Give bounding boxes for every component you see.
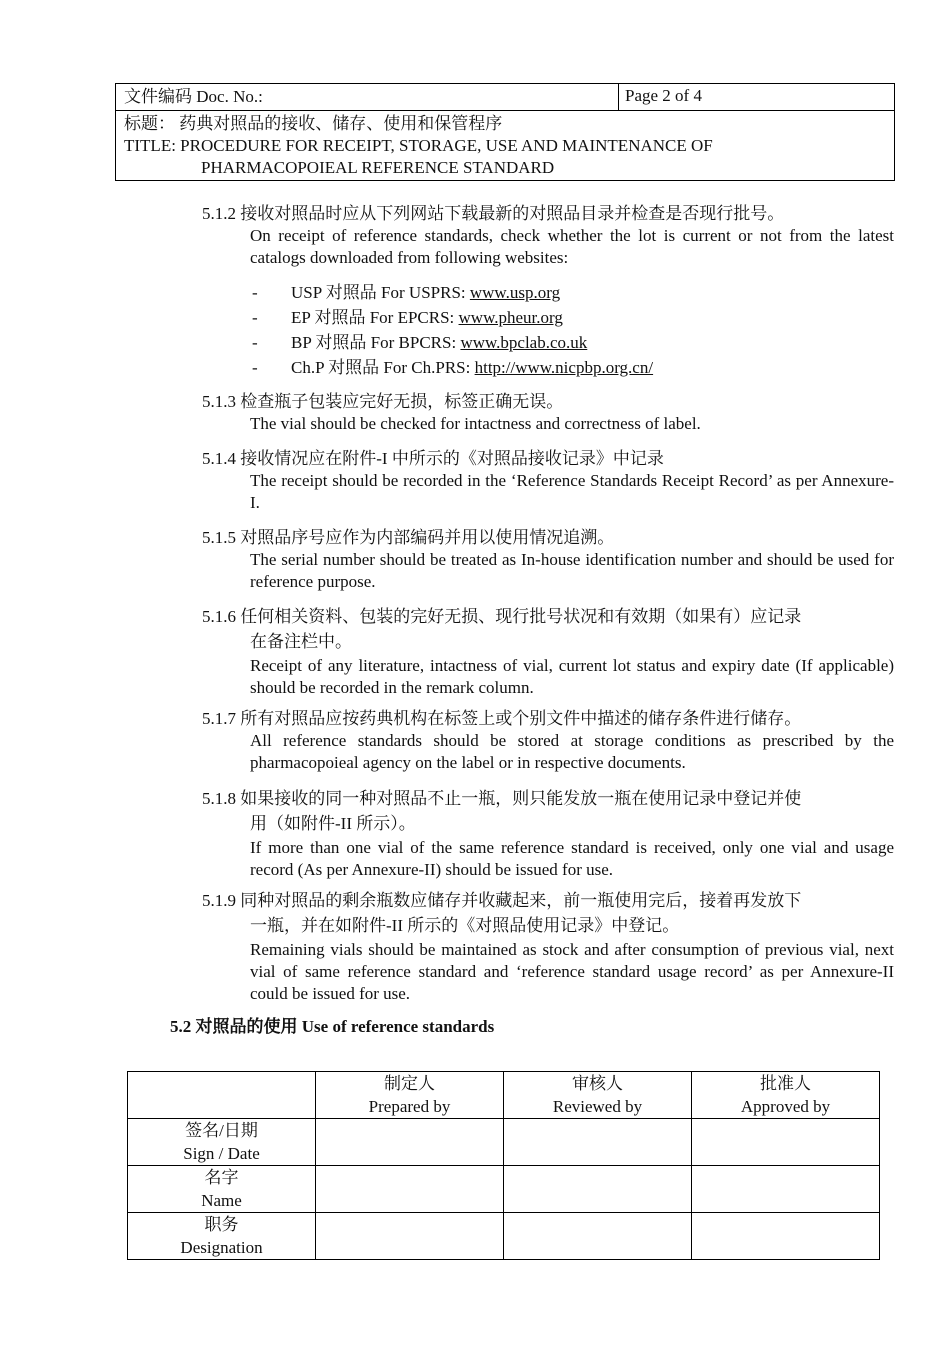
link-prefix: USP 对照品 For USPRS: <box>291 283 470 302</box>
document-title <box>116 111 894 180</box>
document-header <box>115 83 895 181</box>
list-item <box>252 307 892 332</box>
clause-5-1-7 <box>202 708 894 774</box>
header-row <box>116 84 894 111</box>
designation-cell[interactable] <box>692 1213 880 1260</box>
clause-text-cn: 接收对照品时应从下列网站下载最新的对照品目录并检查是否现行批号。 <box>240 204 785 223</box>
signature-cell[interactable] <box>504 1119 692 1166</box>
link-prefix: Ch.P 对照品 For Ch.PRS: <box>291 358 475 377</box>
designation-cell[interactable] <box>316 1213 504 1260</box>
clause-text-cn: 所有对照品应按药典机构在标签上或个别文件中描述的储存条件进行储存。 <box>240 709 802 728</box>
list-dash: - <box>252 333 258 352</box>
clause-text-en: Receipt of any literature, intactness of vial, current lot status and expiry date (If applicable) should be recorded in the remark column. <box>250 656 894 697</box>
clause-text-cn: 任何相关资料、包装的完好无损、现行批号状况和有效期（如果有）应记录 <box>240 607 802 626</box>
clause-text-cn: 如果接收的同一种对照品不止一瓶，则只能发放一瓶在使用记录中登记并使 <box>240 789 802 808</box>
table-header-row <box>128 1072 880 1119</box>
signature-cell[interactable] <box>316 1119 504 1166</box>
clause-number: 5.1.7 <box>202 709 236 728</box>
ep-link[interactable]: www.pheur.org <box>458 308 563 327</box>
clause-text-en: The receipt should be recorded in the ‘Reference Standards Receipt Record’ as per Annexure-I. <box>250 471 894 512</box>
website-list <box>252 282 892 382</box>
list-dash: - <box>252 283 258 302</box>
clause-5-1-5 <box>202 527 894 593</box>
clause-5-1-8 <box>202 787 894 881</box>
clause-text-cn: 检查瓶子包装应完好无损，标签正确无误。 <box>240 392 564 411</box>
page-number: Page 2 of 4 <box>625 86 702 105</box>
table-cell <box>128 1072 316 1119</box>
clause-text-en: The vial should be checked for intactness and correctness of label. <box>250 414 701 433</box>
clause-text-en: Remaining vials should be maintained as stock and after consumption of previous vial, next vial of same reference standard and ‘reference standard usage record’ as per Annexure-II could be issued for use. <box>250 940 894 1003</box>
clause-text-cn-continued: 一瓶，并在如附件-II 所示的《对照品使用记录》中登记。 <box>250 916 680 935</box>
list-item <box>252 332 892 357</box>
clause-text-cn-continued: 在备注栏中。 <box>250 632 352 651</box>
bp-link[interactable]: www.bpclab.co.uk <box>460 333 588 352</box>
name-cell[interactable] <box>504 1166 692 1213</box>
chp-link[interactable]: http://www.nicpbp.org.cn/ <box>474 358 654 377</box>
title-cn: 标题： 药典对照品的接收、储存、使用和保管程序 <box>124 114 503 133</box>
designation-cell[interactable] <box>504 1213 692 1260</box>
table-row <box>128 1119 880 1166</box>
clause-text-cn-continued: 用（如附件-II 所示）。 <box>250 814 416 833</box>
clause-number: 5.1.5 <box>202 528 236 547</box>
reviewed-by-header: 审核人 Reviewed by <box>504 1072 692 1119</box>
row-label-name: 名字 Name <box>128 1166 316 1213</box>
clause-number: 5.1.3 <box>202 392 236 411</box>
clause-text-cn: 同种对照品的剩余瓶数应储存并收藏起来，前一瓶使用完后，接着再发放下 <box>240 891 802 910</box>
approved-by-header: 批准人 Approved by <box>692 1072 880 1119</box>
doc-number-label: 文件编码 Doc. No.: <box>116 84 619 110</box>
row-label-designation: 职务 Designation <box>128 1213 316 1260</box>
clause-number: 5.1.4 <box>202 449 236 468</box>
signature-table <box>127 1071 880 1260</box>
clause-text-en: All reference standards should be stored at storage conditions as prescribed by the pharmacopoieal agency on the label or in respective documents. <box>250 731 894 772</box>
clause-5-1-6 <box>202 605 894 699</box>
usp-link[interactable]: www.usp.org <box>469 283 561 302</box>
table-row <box>128 1166 880 1213</box>
name-cell[interactable] <box>316 1166 504 1213</box>
clause-number: 5.1.9 <box>202 891 236 910</box>
clause-number: 5.1.6 <box>202 607 236 626</box>
list-item <box>252 357 892 382</box>
title-en-line1: TITLE: PROCEDURE FOR RECEIPT, STORAGE, USE AND MAINTENANCE OF <box>124 136 713 155</box>
clause-5-1-3 <box>202 391 894 435</box>
list-item <box>252 282 892 307</box>
clause-number: 5.1.8 <box>202 789 236 808</box>
row-label-sign-date: 签名/日期 Sign / Date <box>128 1119 316 1166</box>
clause-text-en: The serial number should be treated as In-house identification number and should be used for reference purpose. <box>250 550 894 591</box>
section-heading: 5.2 对照品的使用 Use of reference standards <box>170 1017 495 1036</box>
title-en-line2: PHARMACOPOIEAL REFERENCE STANDARD <box>201 158 555 177</box>
clause-text-en: If more than one vial of the same reference standard is received, only one vial and usage record (As per Annexure-II) should be issued for use. <box>250 838 894 879</box>
table-row <box>128 1213 880 1260</box>
clause-text-en: On receipt of reference standards, check whether the lot is current or not from the latest catalogs downloaded from following websites: <box>250 226 894 267</box>
clause-5-1-2 <box>202 203 894 269</box>
signature-cell[interactable] <box>692 1119 880 1166</box>
clause-5-1-9 <box>202 889 894 1005</box>
clause-number: 5.1.2 <box>202 204 236 223</box>
clause-5-1-4 <box>202 448 894 514</box>
link-prefix: EP 对照品 For EPCRS: <box>291 308 459 327</box>
list-dash: - <box>252 308 258 327</box>
clause-text-cn: 接收情况应在附件-I 中所示的《对照品接收记录》中记录 <box>240 449 664 468</box>
name-cell[interactable] <box>692 1166 880 1213</box>
list-dash: - <box>252 358 258 377</box>
link-prefix: BP 对照品 For BPCRS: <box>291 333 461 352</box>
clause-text-cn: 对照品序号应作为内部编码并用以使用情况追溯。 <box>240 528 615 547</box>
prepared-by-header: 制定人 Prepared by <box>316 1072 504 1119</box>
